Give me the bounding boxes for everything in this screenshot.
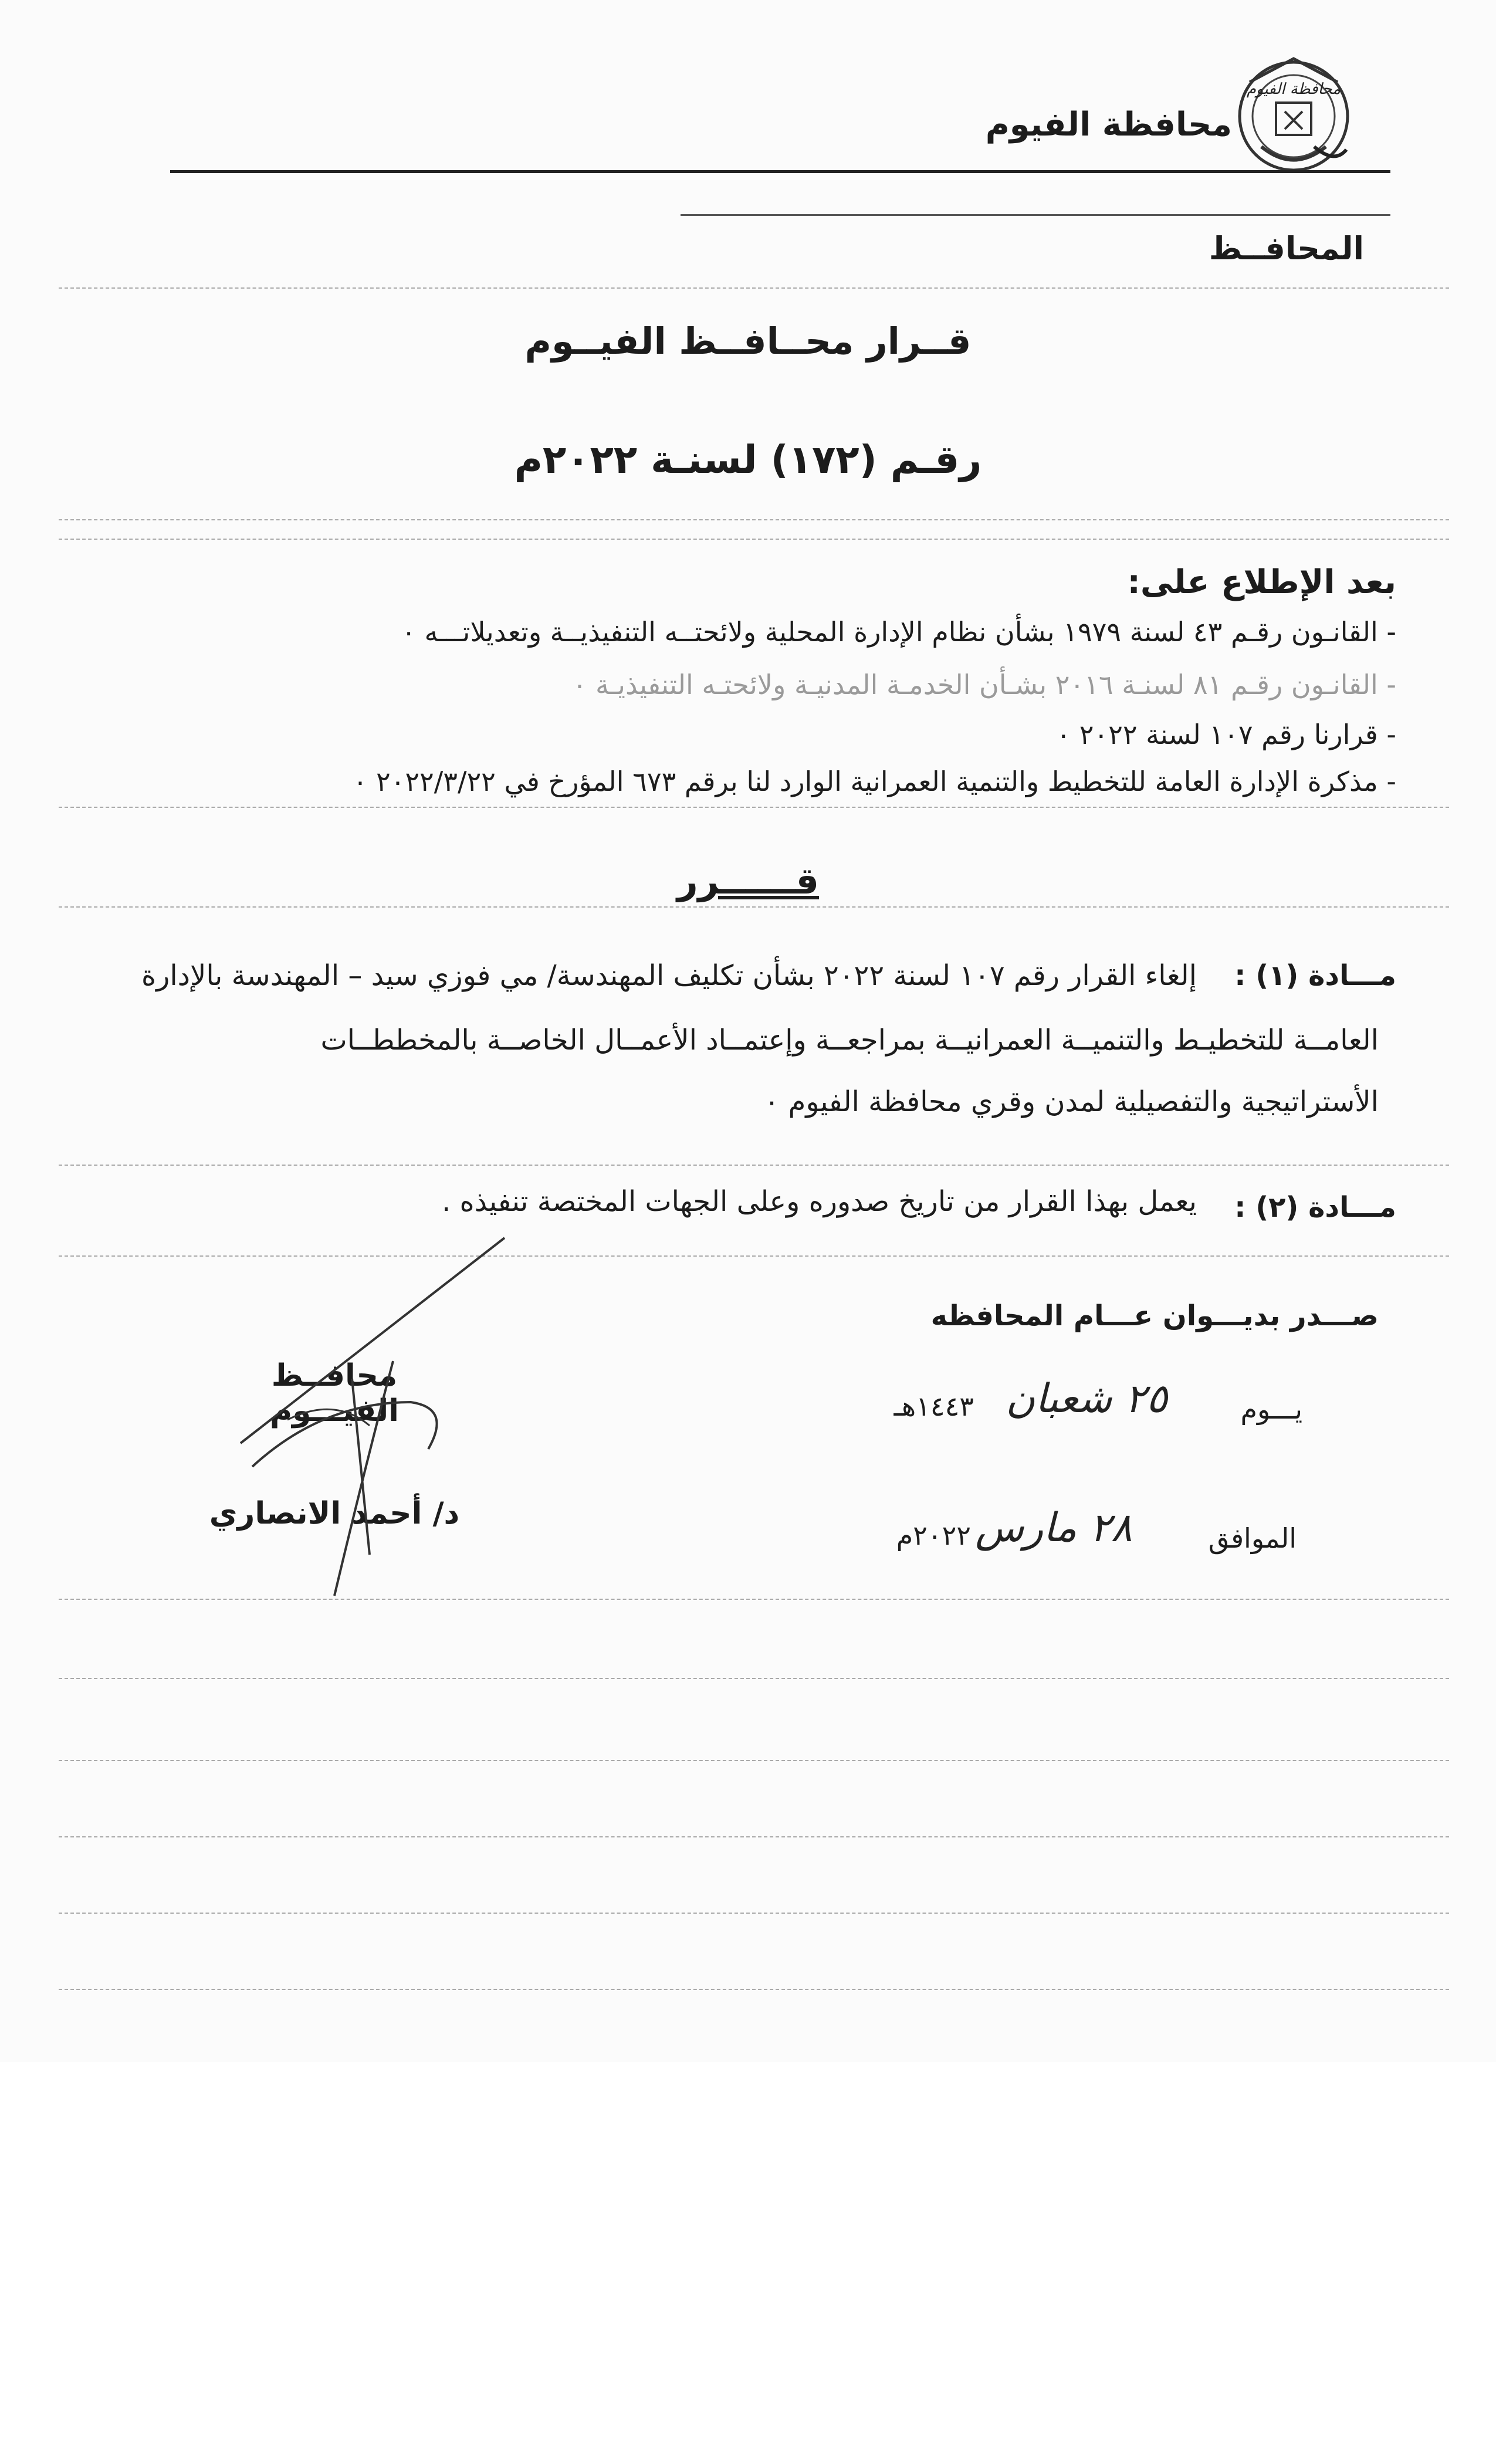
signatory-name: د/ أحمد الانصاري	[209, 1496, 460, 1531]
signatory-title: محافــظ الفيـــوم	[269, 1358, 400, 1429]
hijri-year: ١٤٤٣هـ	[893, 1390, 974, 1422]
ruled-line	[59, 1599, 1449, 1600]
header-divider-secondary	[681, 214, 1390, 216]
ruled-line	[59, 1760, 1449, 1761]
preamble-item: - قرارنا رقم ١٠٧ لسنة ٢٠٢٢ ٠	[1056, 719, 1396, 750]
article-2-line: يعمل بهذا القرار من تاريخ صدوره وعلى الجهات المختصة تنفيذه .	[441, 1185, 1197, 1218]
decision-heading: قــــــرر	[676, 859, 819, 902]
hijri-date-handwritten: ٢٥ شعبان	[1006, 1376, 1167, 1422]
ruled-line	[59, 1836, 1449, 1837]
ruled-line	[59, 807, 1449, 808]
article-2-label: مـــادة (٢) :	[1234, 1191, 1396, 1224]
ruled-line	[59, 1165, 1449, 1166]
article-1-label: مـــادة (١) :	[1234, 959, 1396, 992]
office-label: المحافــظ	[1209, 230, 1364, 267]
ruled-line	[59, 906, 1449, 908]
ruled-line	[59, 1913, 1449, 1914]
handwritten-signature	[217, 1226, 522, 1602]
header-divider	[170, 170, 1390, 173]
issued-at: صـــدر بديـــوان عـــام المحافظه	[930, 1299, 1379, 1332]
decree-title: قــرار محــافــظ الفيــوم	[524, 320, 972, 363]
decree-number: رقـم (١٧٢) لسنـة ٢٠٢٢م	[514, 437, 982, 482]
corresponding-label: الموافق	[1208, 1522, 1297, 1554]
ruled-line	[59, 519, 1449, 520]
article-1-line: الأستراتيجية والتفصيلية لمدن وقري محافظة الفيوم ٠	[764, 1085, 1379, 1118]
ruled-line	[59, 1989, 1449, 1990]
article-1-line: العامــة للتخطيـط والتنميــة العمرانيــة بمراجعــة وإعتمــاد الأعمــال الخاصــة بالمخططــات	[320, 1024, 1379, 1057]
governorate-name: محافظة الفيوم	[985, 106, 1232, 144]
day-label: يـــوم	[1240, 1393, 1302, 1425]
governorate-emblem-icon	[1226, 47, 1361, 182]
svg-text:محافظة الفيوم: محافظة الفيوم	[1246, 80, 1341, 98]
preamble-item: - مذكرة الإدارة العامة للتخطيط والتنمية العمرانية الوارد لنا برقم ٦٧٣ المؤرخ في ٢٠٢٢/٣/٢٢ ٠	[353, 766, 1396, 797]
preamble-item: - القانـون رقـم ٤٣ لسنة ١٩٧٩ بشأن نظام الإدارة المحلية ولائحتــه التنفيذيــة وتعديلاتـــه ٠	[401, 616, 1396, 648]
ruled-line	[59, 1678, 1449, 1679]
preamble-intro: بعد الإطلاع على:	[1127, 563, 1396, 601]
gregorian-date-handwritten: ٢٨ مارس	[975, 1505, 1132, 1551]
article-1-line: إلغاء القرار رقم ١٠٧ لسنة ٢٠٢٢ بشأن تكليف المهندسة/ مي فوزي سيد – المهندسة بالإدارة	[141, 959, 1197, 992]
gregorian-year: ٢٠٢٢م	[896, 1519, 971, 1551]
preamble-item: - القانـون رقـم ٨١ لسنـة ٢٠١٦ بشـأن الخدمـة المدنيـة ولائحتـه التنفيذيـة ٠	[572, 669, 1396, 700]
ruled-line	[59, 539, 1449, 540]
ruled-line	[59, 287, 1449, 289]
